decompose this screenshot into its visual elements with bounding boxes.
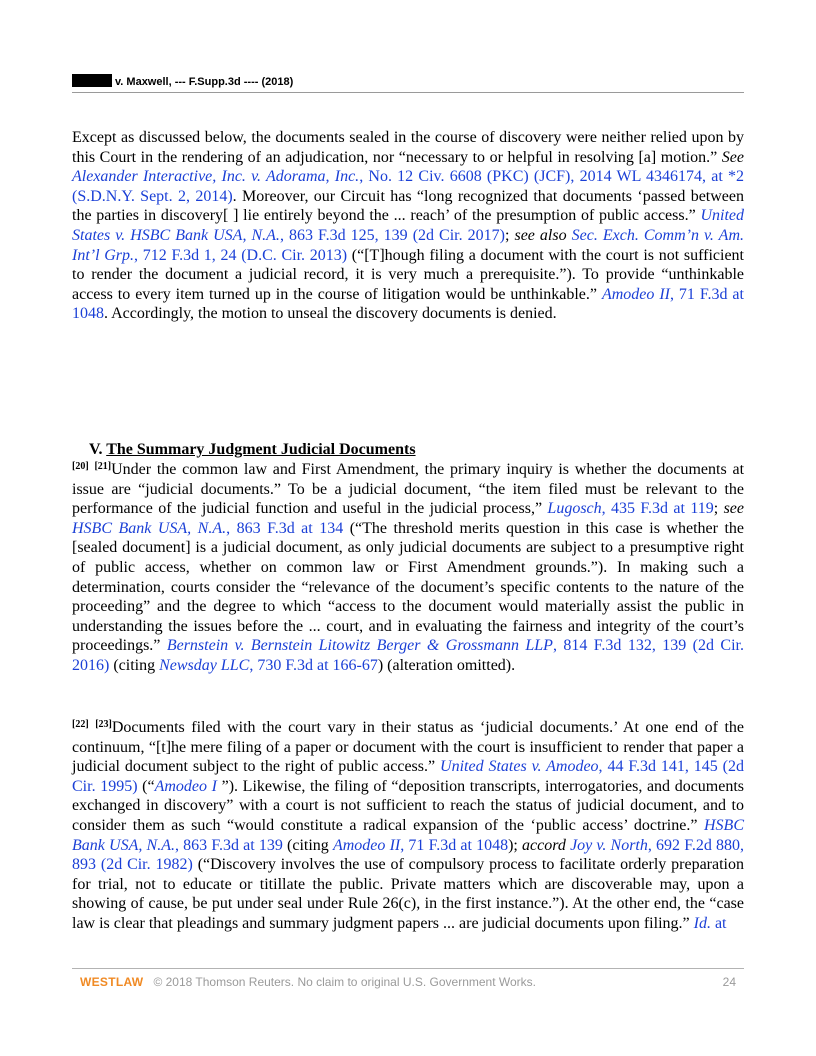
headnote-marker[interactable]: [21] (94, 461, 112, 472)
header-title: v. Maxwell, --- F.Supp.3d ---- (2018) (115, 76, 294, 88)
case-name: Lugosch (547, 500, 602, 518)
text-run: Under the common law and First Amendment, the primary inquiry is whether the documents at issue are “judicial documents.” To be a judicial document, “the item filed must be relevant to the performance of the judicial function and useful in the judicial process,” (72, 461, 745, 518)
citation-link[interactable] (159, 657, 378, 674)
running-header (72, 72, 744, 93)
case-name: Amodeo I (154, 777, 217, 795)
paragraph-judicial-documents (72, 460, 744, 676)
paragraph-discovery (72, 128, 744, 324)
citation-detail: , 863 F.3d 125, 139 (2d Cir. 2017) (279, 226, 505, 244)
section-title: The Summary Judgment Judicial Documents (106, 441, 416, 458)
citation-link[interactable] (155, 778, 217, 795)
citation-detail: , 730 F.3d at 166-67 (249, 656, 378, 674)
case-name: United States v. Amodeo (440, 758, 599, 776)
citation-detail: , 71 F.3d at 1048 (400, 836, 509, 854)
citation-link[interactable] (694, 915, 727, 932)
text-run: (“Discovery involves the use of compulsory process to facilitate orderly preparation for trial, not to educate or titillate the public. Private matters which are discoverable may, upon a showing of cause, be put under seal under Rule 26(c), in the first instance.”). At the other end, the “case law is clear that pleadings and summary judgment papers ... are judicial documents upon filing.” (72, 856, 744, 932)
citation-link[interactable] (72, 520, 343, 537)
text-run: (“[T]hough filing a document with the court is not sufficient to render the document a judicial record, it is very much a prerequisite.”). To provide “unthinkable access to every item turned up in the course of litigation would be unthinkable.” (72, 246, 745, 303)
text-run: (“The threshold merits question in this case is whether the [sealed document] is a judicial document, as only judicial documents are subject to a presumptive right of public access, whether on common law or First Amendment grounds.”). In making such a determination, courts consider the “relevance of the document’s specific contents to the nature of the proceeding” and the degree to which “access to the document would materially assist the public in understanding the issues before the ... court, and in evaluating the fairness and integrity of the court’s proceedings.” (72, 519, 744, 655)
case-name: Amodeo II (601, 285, 670, 303)
westlaw-logo: WESTLAW (80, 975, 144, 989)
text-run: Except as discussed below, the documents sealed in the course of discovery were neither relied upon by this Court in the rendering of an adjudication, nor “necessary to or helpful in resolving [a] motion.” (72, 129, 744, 166)
headnote-marker[interactable]: [23] (95, 719, 112, 730)
page-number: 24 (722, 975, 736, 989)
paragraph-continuum (72, 718, 744, 934)
citation-detail: at (710, 914, 727, 932)
text-run: ; (713, 500, 724, 518)
signal-see: see (723, 500, 744, 518)
headnote-marker[interactable]: [22] (72, 719, 89, 730)
copyright-notice: © 2018 Thomson Reuters. No claim to original U.S. Government Works. (153, 975, 536, 989)
headnote-marker[interactable]: [20] (72, 461, 89, 472)
text-run: . Accordingly, the motion to unseal the discovery documents is denied. (104, 305, 557, 323)
text-run: ; (504, 226, 515, 244)
case-name: Joy v. North (570, 836, 648, 854)
signal-accord: accord (522, 836, 566, 854)
text-run: ); (508, 836, 523, 854)
case-name: Bernstein v. Bernstein Litowitz Berger & Grossmann LLP (166, 637, 553, 655)
page-footer (72, 968, 744, 995)
signal-see: See (721, 148, 744, 166)
text-run: . Moreover, our Circuit has “long recognized that documents ‘passed between the parties in discovery[ ] lie entirely beyond the ... reach’ of the presumption of public access.” (72, 187, 744, 225)
citation-detail: , 863 F.3d at 139 (175, 836, 283, 854)
citation-link[interactable] (333, 837, 508, 854)
citation-detail: , 692 F.2d 880, 893 (2d Cir. 1982) (72, 836, 745, 874)
case-name: HSBC Bank USA, N.A. (72, 816, 744, 854)
signal-see-also: see also (514, 226, 567, 244)
citation-detail: , No. 12 Civ. 6608 (PKC) (JCF), 2014 WL 4346174, at *2 (S.D.N.Y. Sept. 2, 2014) (72, 168, 744, 205)
citation-link[interactable] (547, 500, 713, 517)
case-name: Amodeo II (332, 836, 401, 854)
text-run: Documents filed with the court vary in their status as ‘judicial documents.’ At one end of the continuum, “[t]he mere filing of a paper or document with the court is insufficient to render that paper a judicial document subject to the right of public access.” (72, 719, 745, 776)
case-name: Alexander Interactive, Inc. v. Adorama, Inc. (72, 168, 360, 186)
citation-detail: , 863 F.3d at 134 (226, 519, 344, 537)
case-name: Id. (693, 914, 711, 932)
case-name: Newsday LLC (159, 656, 250, 674)
citation-detail: , 71 F.3d at 1048 (72, 285, 744, 323)
text-run: (citing (282, 836, 333, 854)
section-number: V. (89, 441, 107, 458)
citation-detail: , 712 F.3d 1, 24 (D.C. Cir. 2013) (134, 246, 348, 264)
case-name: HSBC Bank USA, N.A. (72, 519, 227, 537)
citation-detail: , 814 F.3d 132, 139 (2d Cir. 2016) (72, 637, 744, 674)
text-run: ) (alteration omitted). (377, 656, 516, 674)
case-name: Sec. Exch. Comm’n v. Am. Int’l Grp. (72, 226, 745, 264)
text-run: ”). Likewise, the filing of “deposition transcripts, interrogatories, and documents exchanged in discovery” with a court is not sufficient to reach the status of judicial document, and to consider them as such “would constitute a radical expansion of the ‘public access’ doctrine.” (72, 777, 745, 834)
redaction-block (72, 74, 112, 87)
citation-detail: , 435 F.3d at 119 (601, 500, 714, 518)
case-name: United States v. HSBC Bank USA, N.A. (72, 207, 744, 244)
citation-detail: , 44 F.3d 141, 145 (2d Cir. 1995) (72, 758, 745, 795)
text-run: (“ (137, 777, 155, 795)
section-heading (89, 440, 416, 460)
text-run: (citing (109, 656, 160, 674)
